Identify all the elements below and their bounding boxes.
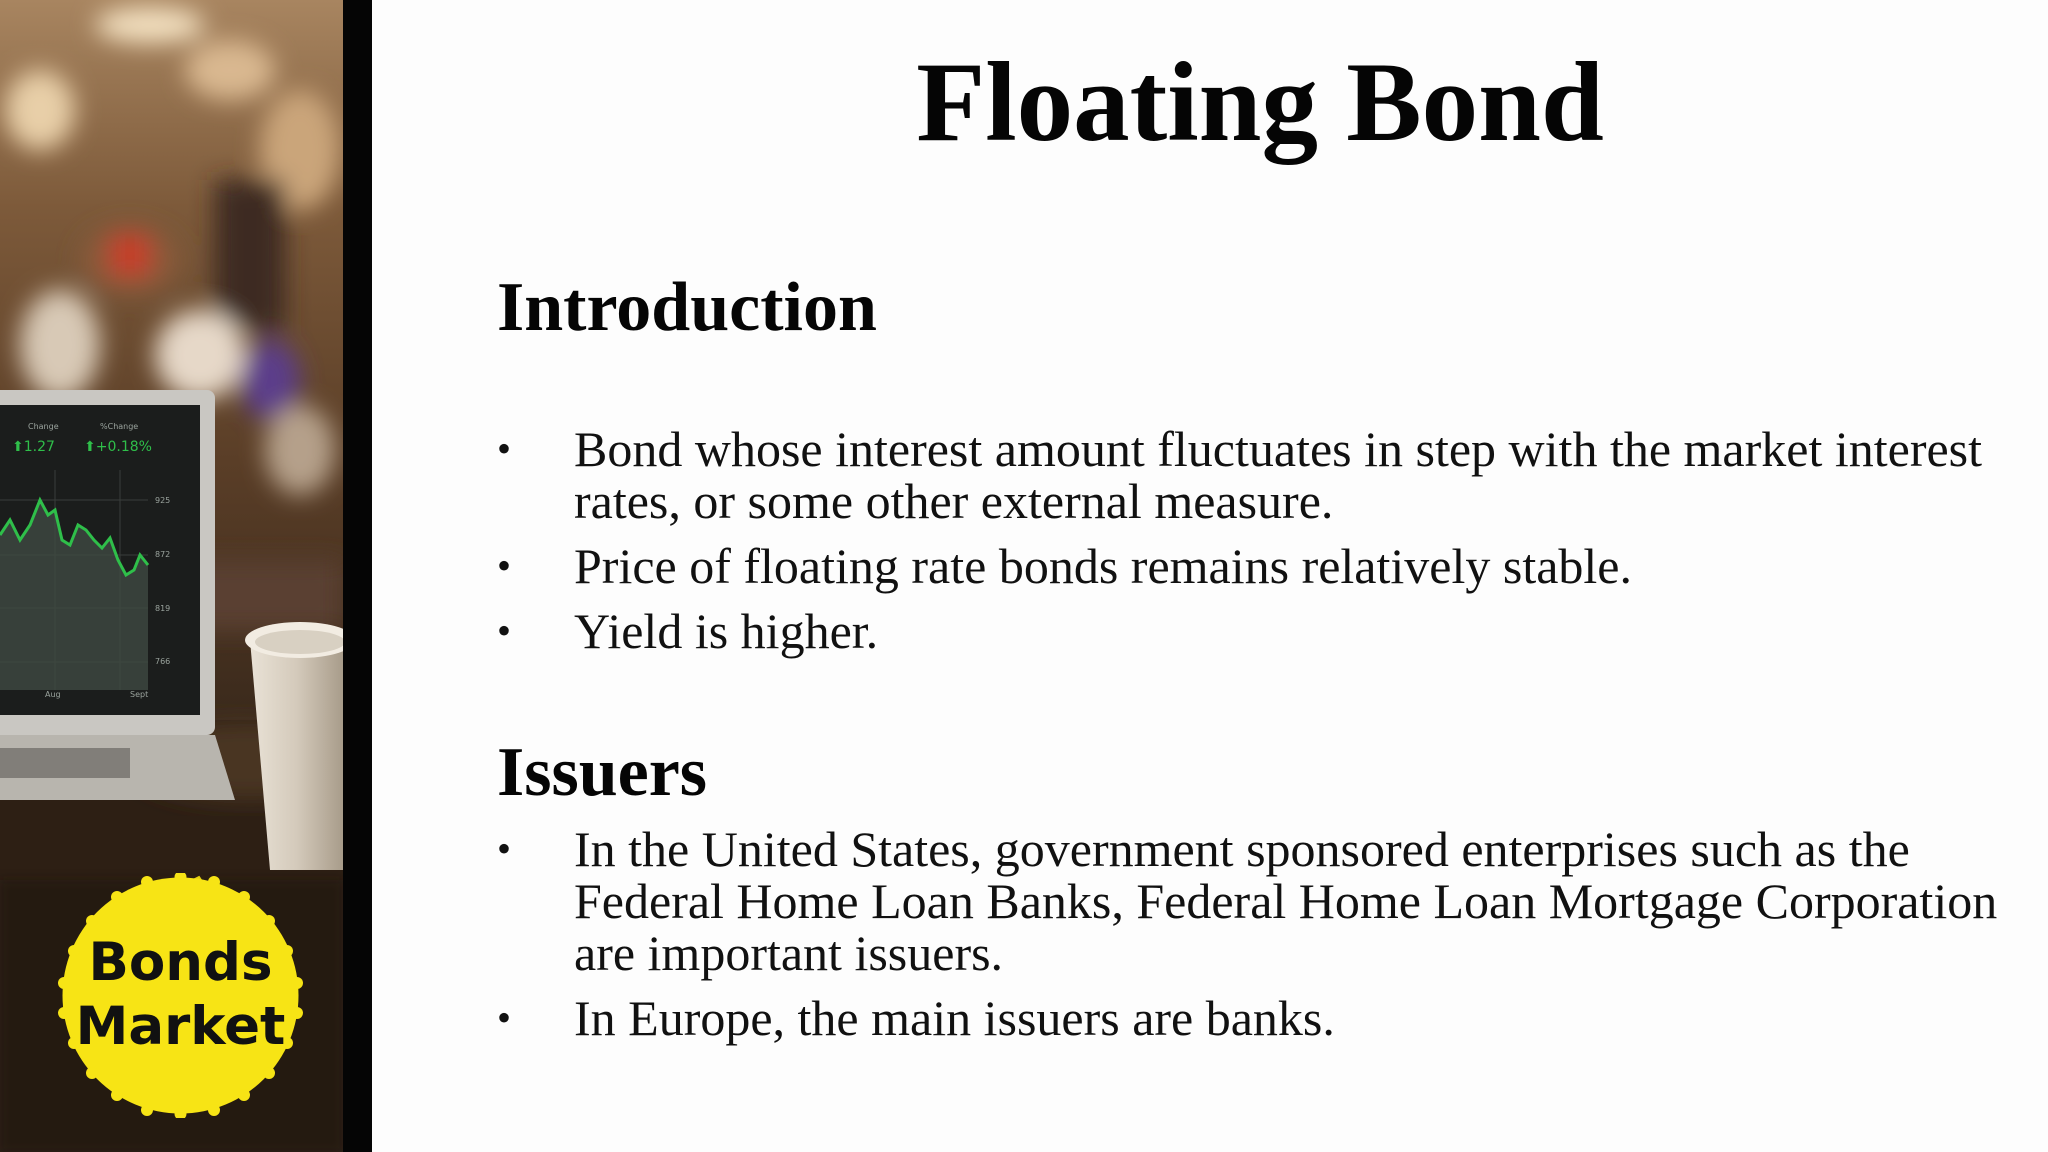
badge-line-2: Market xyxy=(75,996,286,1057)
bullet-icon: • xyxy=(497,608,512,653)
screen-xtick-2: Sept xyxy=(130,690,149,699)
list-item xyxy=(497,992,2017,1044)
issuers-bullet-list xyxy=(497,823,2017,1057)
section-heading-introduction: Introduction xyxy=(497,269,877,346)
screen-ytick-4: 766 xyxy=(155,657,171,666)
list-item xyxy=(497,423,2017,527)
bullet-icon: • xyxy=(497,995,512,1040)
screen-value-change: ⬆1.27 xyxy=(12,439,55,455)
slide-title: Floating Bond xyxy=(916,40,1604,165)
screen-label-pctchange: %Change xyxy=(100,422,139,431)
laptop xyxy=(0,390,235,800)
bullet-icon: • xyxy=(497,426,512,471)
bullet-text: Bond whose interest amount fluctuates in step with the market interest rates, or some other external measure. xyxy=(574,421,1983,529)
screen-ytick-2: 872 xyxy=(155,550,171,559)
bullet-icon: • xyxy=(497,543,512,588)
bullet-text: In the United States, government sponsored enterprises such as the Federal Home Loan Banks, Federal Home Loan Mortgage Corporation are important issuers. xyxy=(574,821,1998,981)
introduction-bullet-list xyxy=(497,423,2017,670)
badge-line-1: Bonds xyxy=(88,932,273,993)
slide-content xyxy=(372,0,2048,1152)
badge-text xyxy=(58,931,303,1059)
bullet-text: Price of floating rate bonds remains relatively stable. xyxy=(574,538,1632,594)
photo-panel xyxy=(0,0,343,1152)
list-item xyxy=(497,540,2017,592)
screen-label-change: Change xyxy=(28,422,59,431)
black-divider-bar xyxy=(343,0,372,1152)
bullet-text: Yield is higher. xyxy=(574,603,879,659)
list-item xyxy=(497,823,2017,979)
screen-value-pctchange: ⬆+0.18% xyxy=(84,439,152,455)
screen-ytick-3: 819 xyxy=(155,604,171,613)
section-heading-issuers: Issuers xyxy=(497,734,708,811)
screen-xtick-1: Aug xyxy=(45,690,61,699)
bullet-text: In Europe, the main issuers are banks. xyxy=(574,990,1335,1046)
bonds-market-badge xyxy=(58,873,303,1118)
screen-ytick-1: 925 xyxy=(155,496,171,505)
list-item xyxy=(497,605,2017,657)
bullet-icon: • xyxy=(497,826,512,871)
